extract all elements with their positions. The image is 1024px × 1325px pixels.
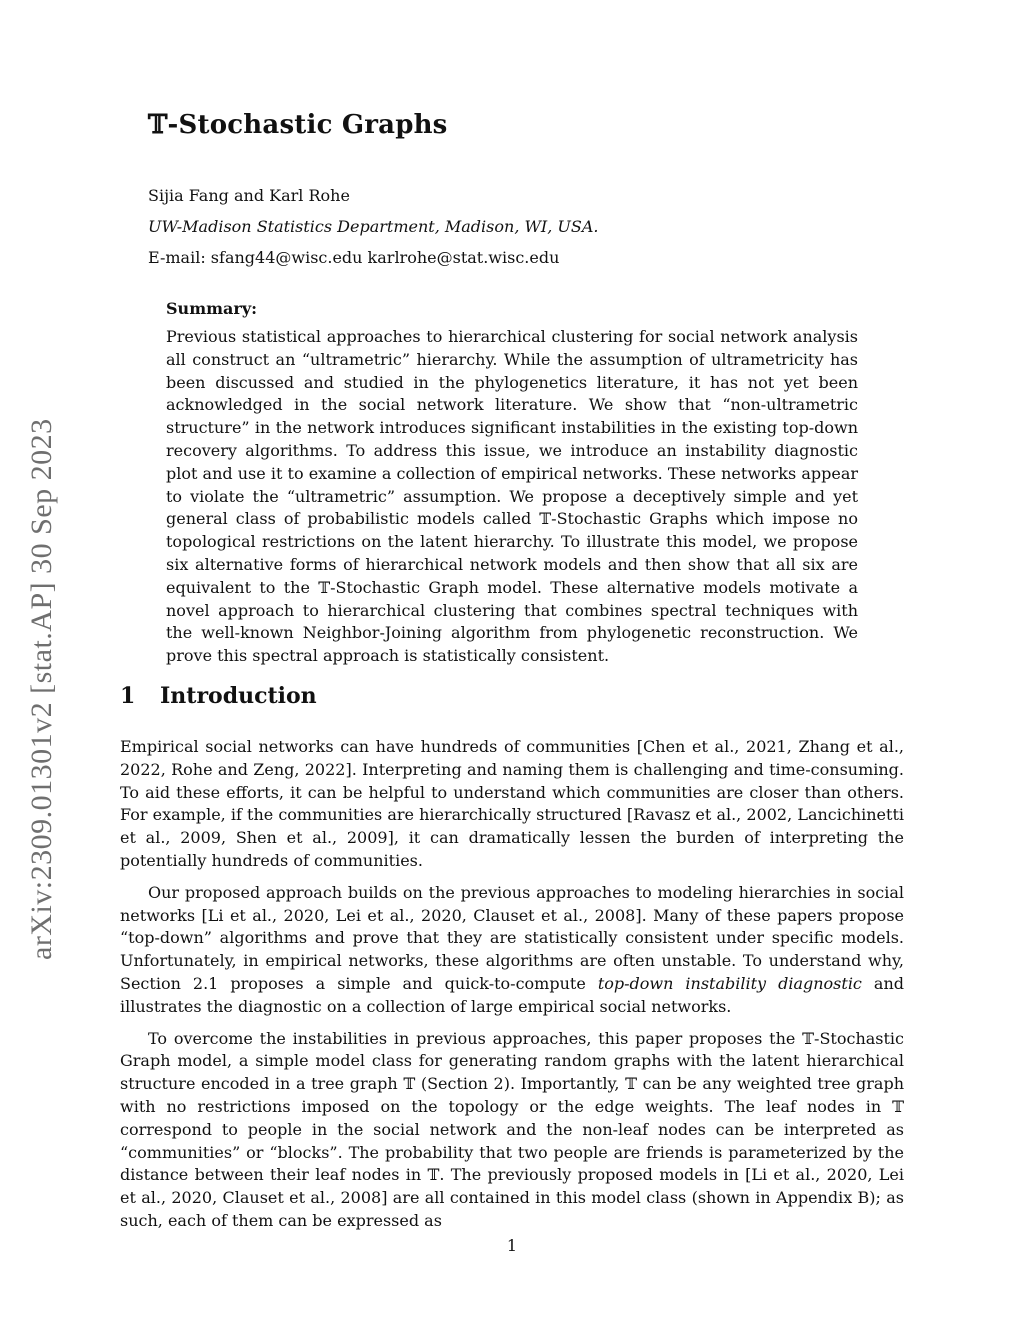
- page-number: 1: [506, 1236, 518, 1255]
- authors: Sijia Fang and Karl Rohe: [148, 186, 350, 205]
- intro-paragraph-3: To overcome the instabilities in previous approaches, this paper proposes the 𝕋-Stochastic Graph model, a simple model class for generating random graphs with the latent hierarchical structure encoded in a tree graph 𝕋 (Section 2). Importantly, 𝕋 can be any weighted tree graph with no restrictions imposed on the topology or the edge weights. The leaf nodes in 𝕋 correspond to people in the social network and the non-leaf nodes can be interpreted as “communities” or “blocks”. The probability that two people are friends is parameterized by the distance between their leaf nodes in 𝕋. The previously proposed models in [Li et al., 2020, Lei et al., 2020, Clauset et al., 2008] are all contained in this model class (shown in Appendix B); as such, each of them can be expressed as: [120, 1028, 904, 1230]
- section-heading: [120, 683, 317, 709]
- intro-paragraph-1: Empirical social networks can have hundreds of communities [Chen et al., 2021, Zhang et al., 2022, Rohe and Zeng, 2022]. Interpreting and naming them is challenging and time-consuming. To aid these efforts, it can be helpful to understand which communities are closer than others. For example, if the communities are hierarchically structured [Ravasz et al., 2002, Lancichinetti et al., 2009, Shen et al., 2009], it can dramatically lessen the burden of interpreting the potentially hundreds of communities.: [120, 737, 904, 870]
- intro-paragraph-2-part-b: and illustrates the diagnostic on a collection of large empirical social networks.: [120, 973, 905, 1016]
- section-number: 1: [120, 683, 136, 709]
- intro-paragraph-2-emphasis: top-down instability diagnostic: [597, 973, 862, 993]
- intro-paragraph-2-part-a: Our proposed approach builds on the previous approaches to modeling hierarchies in social networks [Li et al., 2020, Lei et al., 2020, Clauset et al., 2008]. Many of these papers propose “top-down” algorithms and prove that they are statistically consistent under specific models. Unfortunately, in empirical networks, these algorithms are often unstable. To understand why, Section 2.1 proposes a simple and quick-to-compute: [120, 882, 904, 993]
- introduction-body: [120, 736, 904, 1242]
- summary-heading: Summary:: [166, 299, 258, 318]
- affiliation: UW-Madison Statistics Department, Madison, WI, USA.: [148, 217, 599, 236]
- intro-paragraph-2: [120, 882, 904, 1019]
- arxiv-identifier[interactable]: arXiv:2309.01301v2 [stat.AP] 30 Sep 2023: [25, 418, 58, 960]
- summary-text: Previous statistical approaches to hierarchical clustering for social network analysis all construct an “ultrametric” hierarchy. While the assumption of ultrametricity has been discussed and studied in the phylogenetics literature, it has not yet been acknowledged in the social network literature. We show that “non-ultrametric structure” in the network introduces significant instabilities in the existing top-down recovery algorithms. To address this issue, we introduce an instability diagnostic plot and use it to examine a collection of empirical networks. These networks appear to violate the “ultrametric” assumption. We propose a deceptively simple and yet general class of probabilistic models called 𝕋-Stochastic Graphs which impose no topological restrictions on the latent hierarchy. To illustrate this model, we propose six alternative forms of hierarchical network models and then show that all six are equivalent to the 𝕋-Stochastic Graph model. These alternative models motivate a novel approach to hierarchical clustering that combines spectral techniques with the well-known Neighbor-Joining algorithm from phylogenetic reconstruction. We prove this spectral approach is statistically consistent.: [166, 327, 858, 666]
- email-line: E-mail: sfang44@wisc.edu karlrohe@stat.wisc.edu: [148, 248, 560, 267]
- section-title: Introduction: [160, 683, 317, 709]
- paper-title: 𝕋-Stochastic Graphs: [148, 110, 448, 140]
